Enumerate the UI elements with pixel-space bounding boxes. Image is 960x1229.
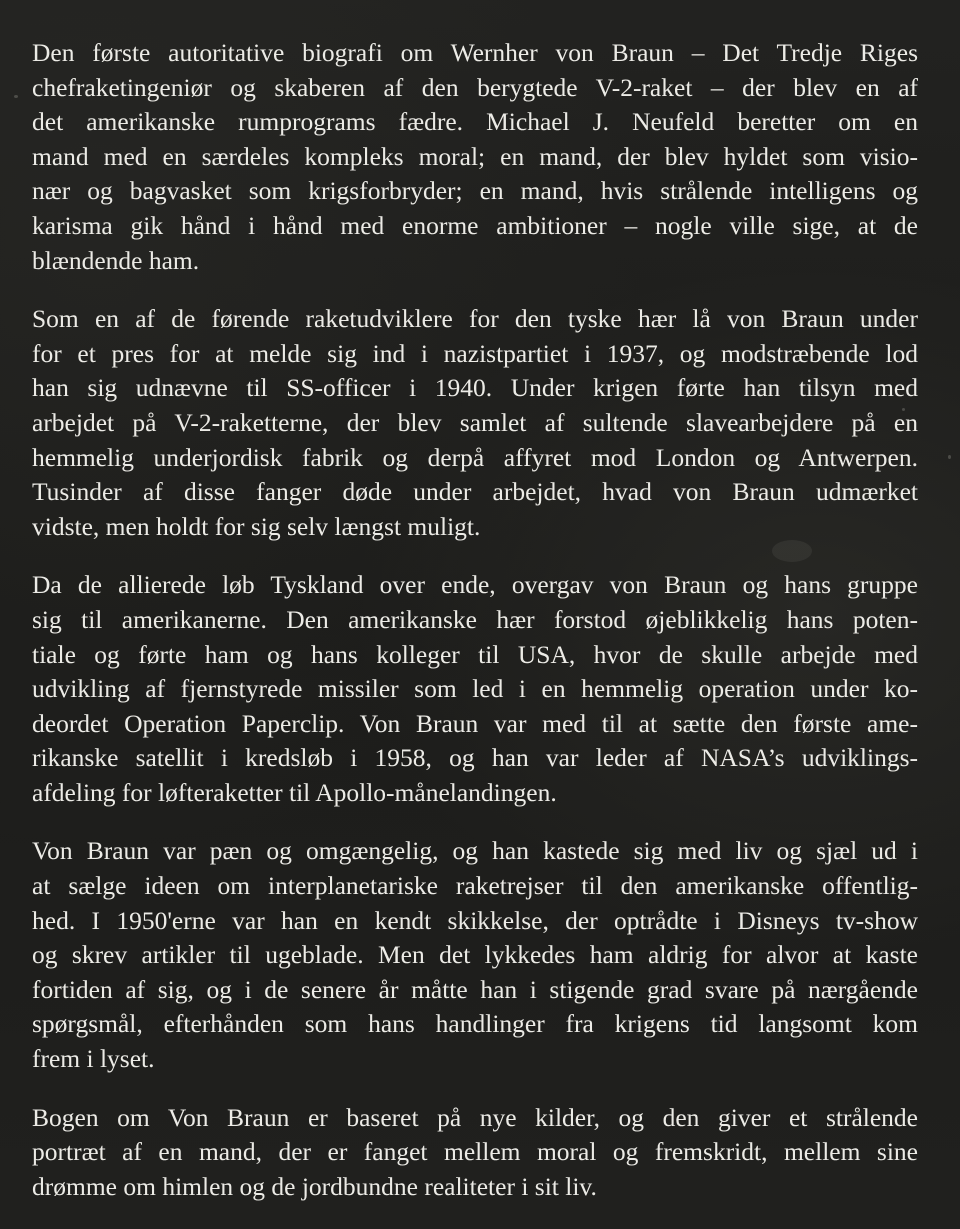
text-line: drømme om himlen og de jordbundne realiteter i sit liv. <box>32 1171 597 1201</box>
text-line: at sælge ideen om interplanetariske raketrejser til den amerikanske offentlig- <box>32 871 918 901</box>
text-line: tiale og førte ham og hans kolleger til USA, hvor de skulle arbejde med <box>32 639 918 669</box>
paragraph <box>32 1101 918 1205</box>
paragraph <box>32 302 918 544</box>
text-line: frem i lyset. <box>32 1044 155 1074</box>
text-line: deordet Operation Paperclip. Von Braun var med til at sætte den første ame- <box>32 708 918 738</box>
text-line: Da de allierede løb Tyskland over ende, overgav von Braun og hans gruppe <box>32 570 918 600</box>
text-line: hed. I 1950'erne var han en kendt skikkelse, der optrådte i Disneys tv-show <box>32 905 918 935</box>
text-line: udvikling af fjernstyrede missiler som led i en hemmelig operation under ko- <box>32 674 918 704</box>
text-line: fortiden af sig, og i de senere år måtte han i stigende grad svare på nærgående <box>32 974 918 1004</box>
dust-speck <box>948 455 951 459</box>
text-line: Den første autoritative biografi om Wernher von Braun – Det Tredje Riges <box>32 38 918 67</box>
text-line: vidste, men holdt for sig selv længst muligt. <box>32 511 481 541</box>
dust-speck <box>14 95 18 98</box>
text-line: Bogen om Von Braun er baseret på nye kilder, og den giver et strålende <box>32 1102 918 1132</box>
blurb-text <box>32 36 918 1228</box>
text-line: portræt af en mand, der er fanget mellem moral og fremskridt, mellem sine <box>32 1137 918 1167</box>
text-line: Von Braun var pæn og omgængelig, og han kastede sig med liv og sjæl ud i <box>32 836 918 866</box>
text-line: rikanske satellit i kredsløb i 1958, og han var leder af NASA’s udviklings- <box>32 743 918 773</box>
paragraph <box>32 36 918 278</box>
text-line: chefraketingeniør og skaberen af den berygtede V-2-raket – der blev en af <box>32 72 918 102</box>
text-line: arbejdet på V-2-raketterne, der blev samlet af sultende slavearbejdere på en <box>32 407 918 437</box>
text-line: og skrev artikler til ugeblade. Men det lykkedes ham aldrig for alvor at kaste <box>32 940 918 970</box>
text-line: Tusinder af disse fanger døde under arbejdet, hvad von Braun udmærket <box>32 477 918 507</box>
paragraph <box>32 568 918 810</box>
text-line: Som en af de førende raketudviklere for den tyske hær lå von Braun under <box>32 304 918 334</box>
text-line: hemmelig underjordisk fabrik og derpå affyret mod London og Antwerpen. <box>32 442 918 472</box>
text-line: karisma gik hånd i hånd med enorme ambitioner – nogle ville sige, at de <box>32 210 918 240</box>
text-line: spørgsmål, efterhånden som hans handlinger fra krigens tid langsomt kom <box>32 1009 918 1039</box>
text-line: sig til amerikanerne. Den amerikanske hær forstod øjeblikkelig hans poten- <box>32 604 918 634</box>
text-line: for et pres for at melde sig ind i nazistpartiet i 1937, og modstræbende lod <box>32 338 918 368</box>
text-line: nær og bagvasket som krigsforbryder; en mand, hvis strålende intelligens og <box>32 176 918 206</box>
text-line: afdeling for løfteraketter til Apollo-månelandingen. <box>32 777 557 807</box>
text-line: han sig udnævne til SS-officer i 1940. Under krigen førte han tilsyn med <box>32 373 918 403</box>
text-line: mand med en særdeles kompleks moral; en mand, der blev hyldet som visio- <box>32 141 918 171</box>
paragraph <box>32 834 918 1076</box>
text-line: det amerikanske rumprograms fædre. Michael J. Neufeld beretter om en <box>32 107 918 137</box>
text-line: blændende ham. <box>32 245 200 275</box>
